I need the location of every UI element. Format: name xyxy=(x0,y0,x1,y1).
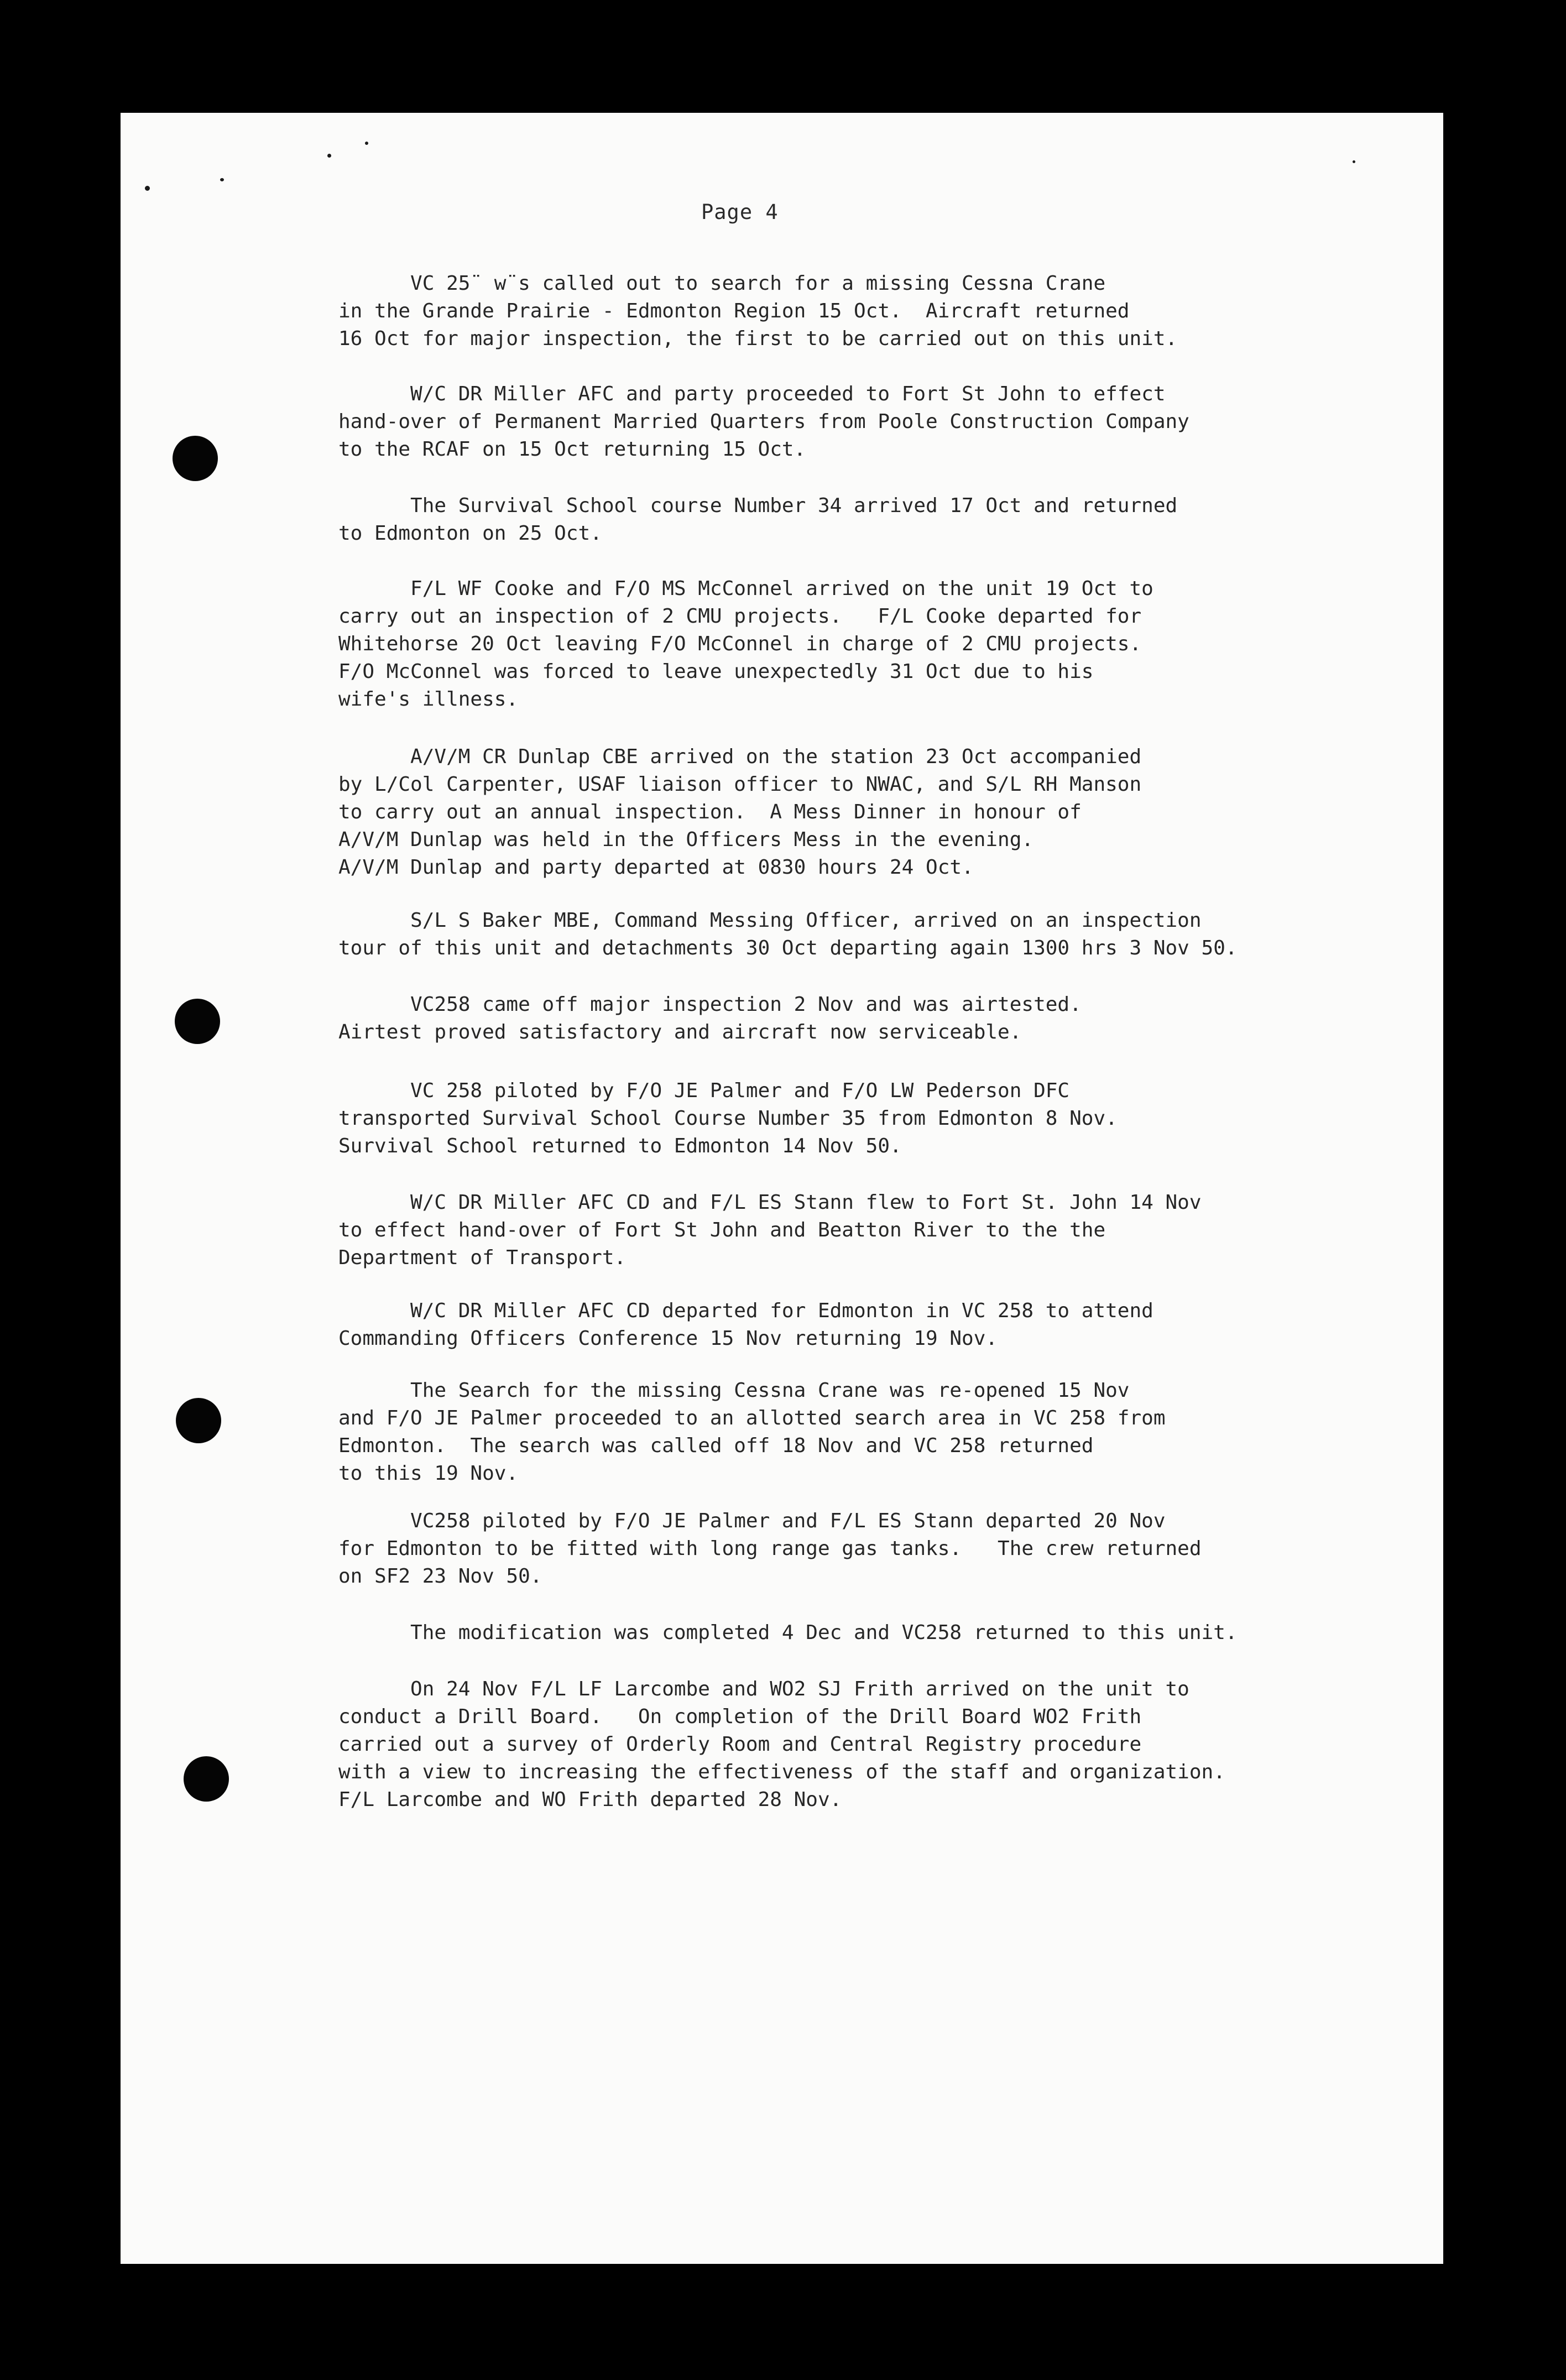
text-line: S/L S Baker MBE, Command Messing Officer, arrived on an inspection xyxy=(338,909,1202,932)
scan-speck xyxy=(220,178,224,181)
text-line: VC258 came off major inspection 2 Nov and was airtested. xyxy=(338,993,1082,1016)
journal-paragraph xyxy=(338,1297,1378,1353)
text-line: 16 Oct for major inspection, the first to be carried out on this unit. xyxy=(338,327,1178,350)
scan-speck xyxy=(327,154,331,158)
journal-paragraph xyxy=(338,492,1378,547)
journal-paragraph xyxy=(338,991,1378,1046)
text-line: W/C DR Miller AFC and party proceeded to Fort St John to effect xyxy=(338,383,1166,405)
text-line: A/V/M CR Dunlap CBE arrived on the station 23 Oct accompanied xyxy=(338,745,1142,768)
scan-speck xyxy=(365,142,368,145)
text-line: carried out a survey of Orderly Room and Central Registry procedure xyxy=(338,1733,1142,1756)
text-line: Whitehorse 20 Oct leaving F/O McConnel in charge of 2 CMU projects. xyxy=(338,633,1142,655)
journal-paragraph xyxy=(338,1619,1378,1647)
journal-paragraph xyxy=(338,1507,1378,1590)
text-line: tour of this unit and detachments 30 Oct departing again 1300 hrs 3 Nov 50. xyxy=(338,937,1238,959)
text-line: Airtest proved satisfactory and aircraft now serviceable. xyxy=(338,1021,1022,1043)
text-line: The Survival School course Number 34 arrived 17 Oct and returned xyxy=(338,494,1178,517)
text-line: by L/Col Carpenter, USAF liaison officer to NWAC, and S/L RH Manson xyxy=(338,773,1142,796)
text-line: to the RCAF on 15 Oct returning 15 Oct. xyxy=(338,438,806,461)
text-line: Commanding Officers Conference 15 Nov returning 19 Nov. xyxy=(338,1327,998,1350)
text-line: in the Grande Prairie - Edmonton Region 15 Oct. Aircraft returned xyxy=(338,300,1130,322)
text-line: to carry out an annual inspection. A Mess Dinner in honour of xyxy=(338,801,1082,823)
text-line: transported Survival School Course Number 35 from Edmonton 8 Nov. xyxy=(338,1107,1118,1130)
text-line: and F/O JE Palmer proceeded to an allotted search area in VC 258 from xyxy=(338,1407,1166,1429)
punch-hole xyxy=(176,1398,221,1443)
journal-paragraph xyxy=(338,743,1378,881)
text-line: conduct a Drill Board. On completion of the Drill Board WO2 Frith xyxy=(338,1705,1142,1728)
scan-speck xyxy=(1353,160,1355,163)
text-line: A/V/M Dunlap was held in the Officers Mess in the evening. xyxy=(338,828,1034,851)
scan-speck xyxy=(145,186,150,191)
text-line: with a view to increasing the effectiveness of the staff and organization. xyxy=(338,1761,1225,1783)
punch-hole xyxy=(173,436,218,481)
text-line: F/L Larcombe and WO Frith departed 28 Nov. xyxy=(338,1788,842,1811)
text-line: wife's illness. xyxy=(338,688,519,711)
text-line: F/L WF Cooke and F/O MS McConnel arrived on the unit 19 Oct to xyxy=(338,577,1153,600)
text-line: on SF2 23 Nov 50. xyxy=(338,1565,542,1588)
text-line: to Edmonton on 25 Oct. xyxy=(338,522,602,545)
text-line: VC 25¨ w¨s called out to search for a missing Cessna Crane xyxy=(338,272,1106,295)
text-line: W/C DR Miller AFC CD and F/L ES Stann flew to Fort St. John 14 Nov xyxy=(338,1191,1202,1214)
text-line: Edmonton. The search was called off 18 Nov and VC 258 returned xyxy=(338,1434,1094,1457)
text-line: VC258 piloted by F/O JE Palmer and F/L ES Stann departed 20 Nov xyxy=(338,1510,1166,1532)
page-number-header: Page 4 xyxy=(701,200,779,224)
text-line: W/C DR Miller AFC CD departed for Edmonton in VC 258 to attend xyxy=(338,1299,1153,1322)
journal-paragraph xyxy=(338,1189,1378,1272)
text-line: carry out an inspection of 2 CMU projects. F/L Cooke departed for xyxy=(338,605,1142,628)
journal-paragraph xyxy=(338,270,1378,353)
punch-hole xyxy=(184,1756,229,1802)
text-line: to this 19 Nov. xyxy=(338,1462,519,1485)
text-line: Survival School returned to Edmonton 14 Nov 50. xyxy=(338,1135,902,1157)
journal-paragraph xyxy=(338,907,1378,962)
text-line: The Search for the missing Cessna Crane was re-opened 15 Nov xyxy=(338,1379,1130,1402)
text-line: for Edmonton to be fitted with long range gas tanks. The crew returned xyxy=(338,1537,1202,1560)
journal-paragraph xyxy=(338,1676,1378,1814)
journal-paragraph xyxy=(338,1377,1378,1488)
punch-hole xyxy=(175,999,220,1044)
text-line: Department of Transport. xyxy=(338,1246,627,1269)
text-line: hand-over of Permanent Married Quarters from Poole Construction Company xyxy=(338,410,1189,433)
text-line: On 24 Nov F/L LF Larcombe and WO2 SJ Frith arrived on the unit to xyxy=(338,1678,1189,1700)
text-line: F/O McConnel was forced to leave unexpectedly 31 Oct due to his xyxy=(338,660,1094,683)
journal-paragraph xyxy=(338,1077,1378,1160)
text-line: The modification was completed 4 Dec and VC258 returned to this unit. xyxy=(338,1621,1238,1644)
journal-paragraph xyxy=(338,380,1378,463)
text-line: VC 258 piloted by F/O JE Palmer and F/O LW Pederson DFC xyxy=(338,1079,1070,1102)
journal-paragraph xyxy=(338,575,1378,713)
text-line: A/V/M Dunlap and party departed at 0830 hours 24 Oct. xyxy=(338,856,974,879)
text-line: to effect hand-over of Fort St John and Beatton River to the the xyxy=(338,1219,1106,1241)
